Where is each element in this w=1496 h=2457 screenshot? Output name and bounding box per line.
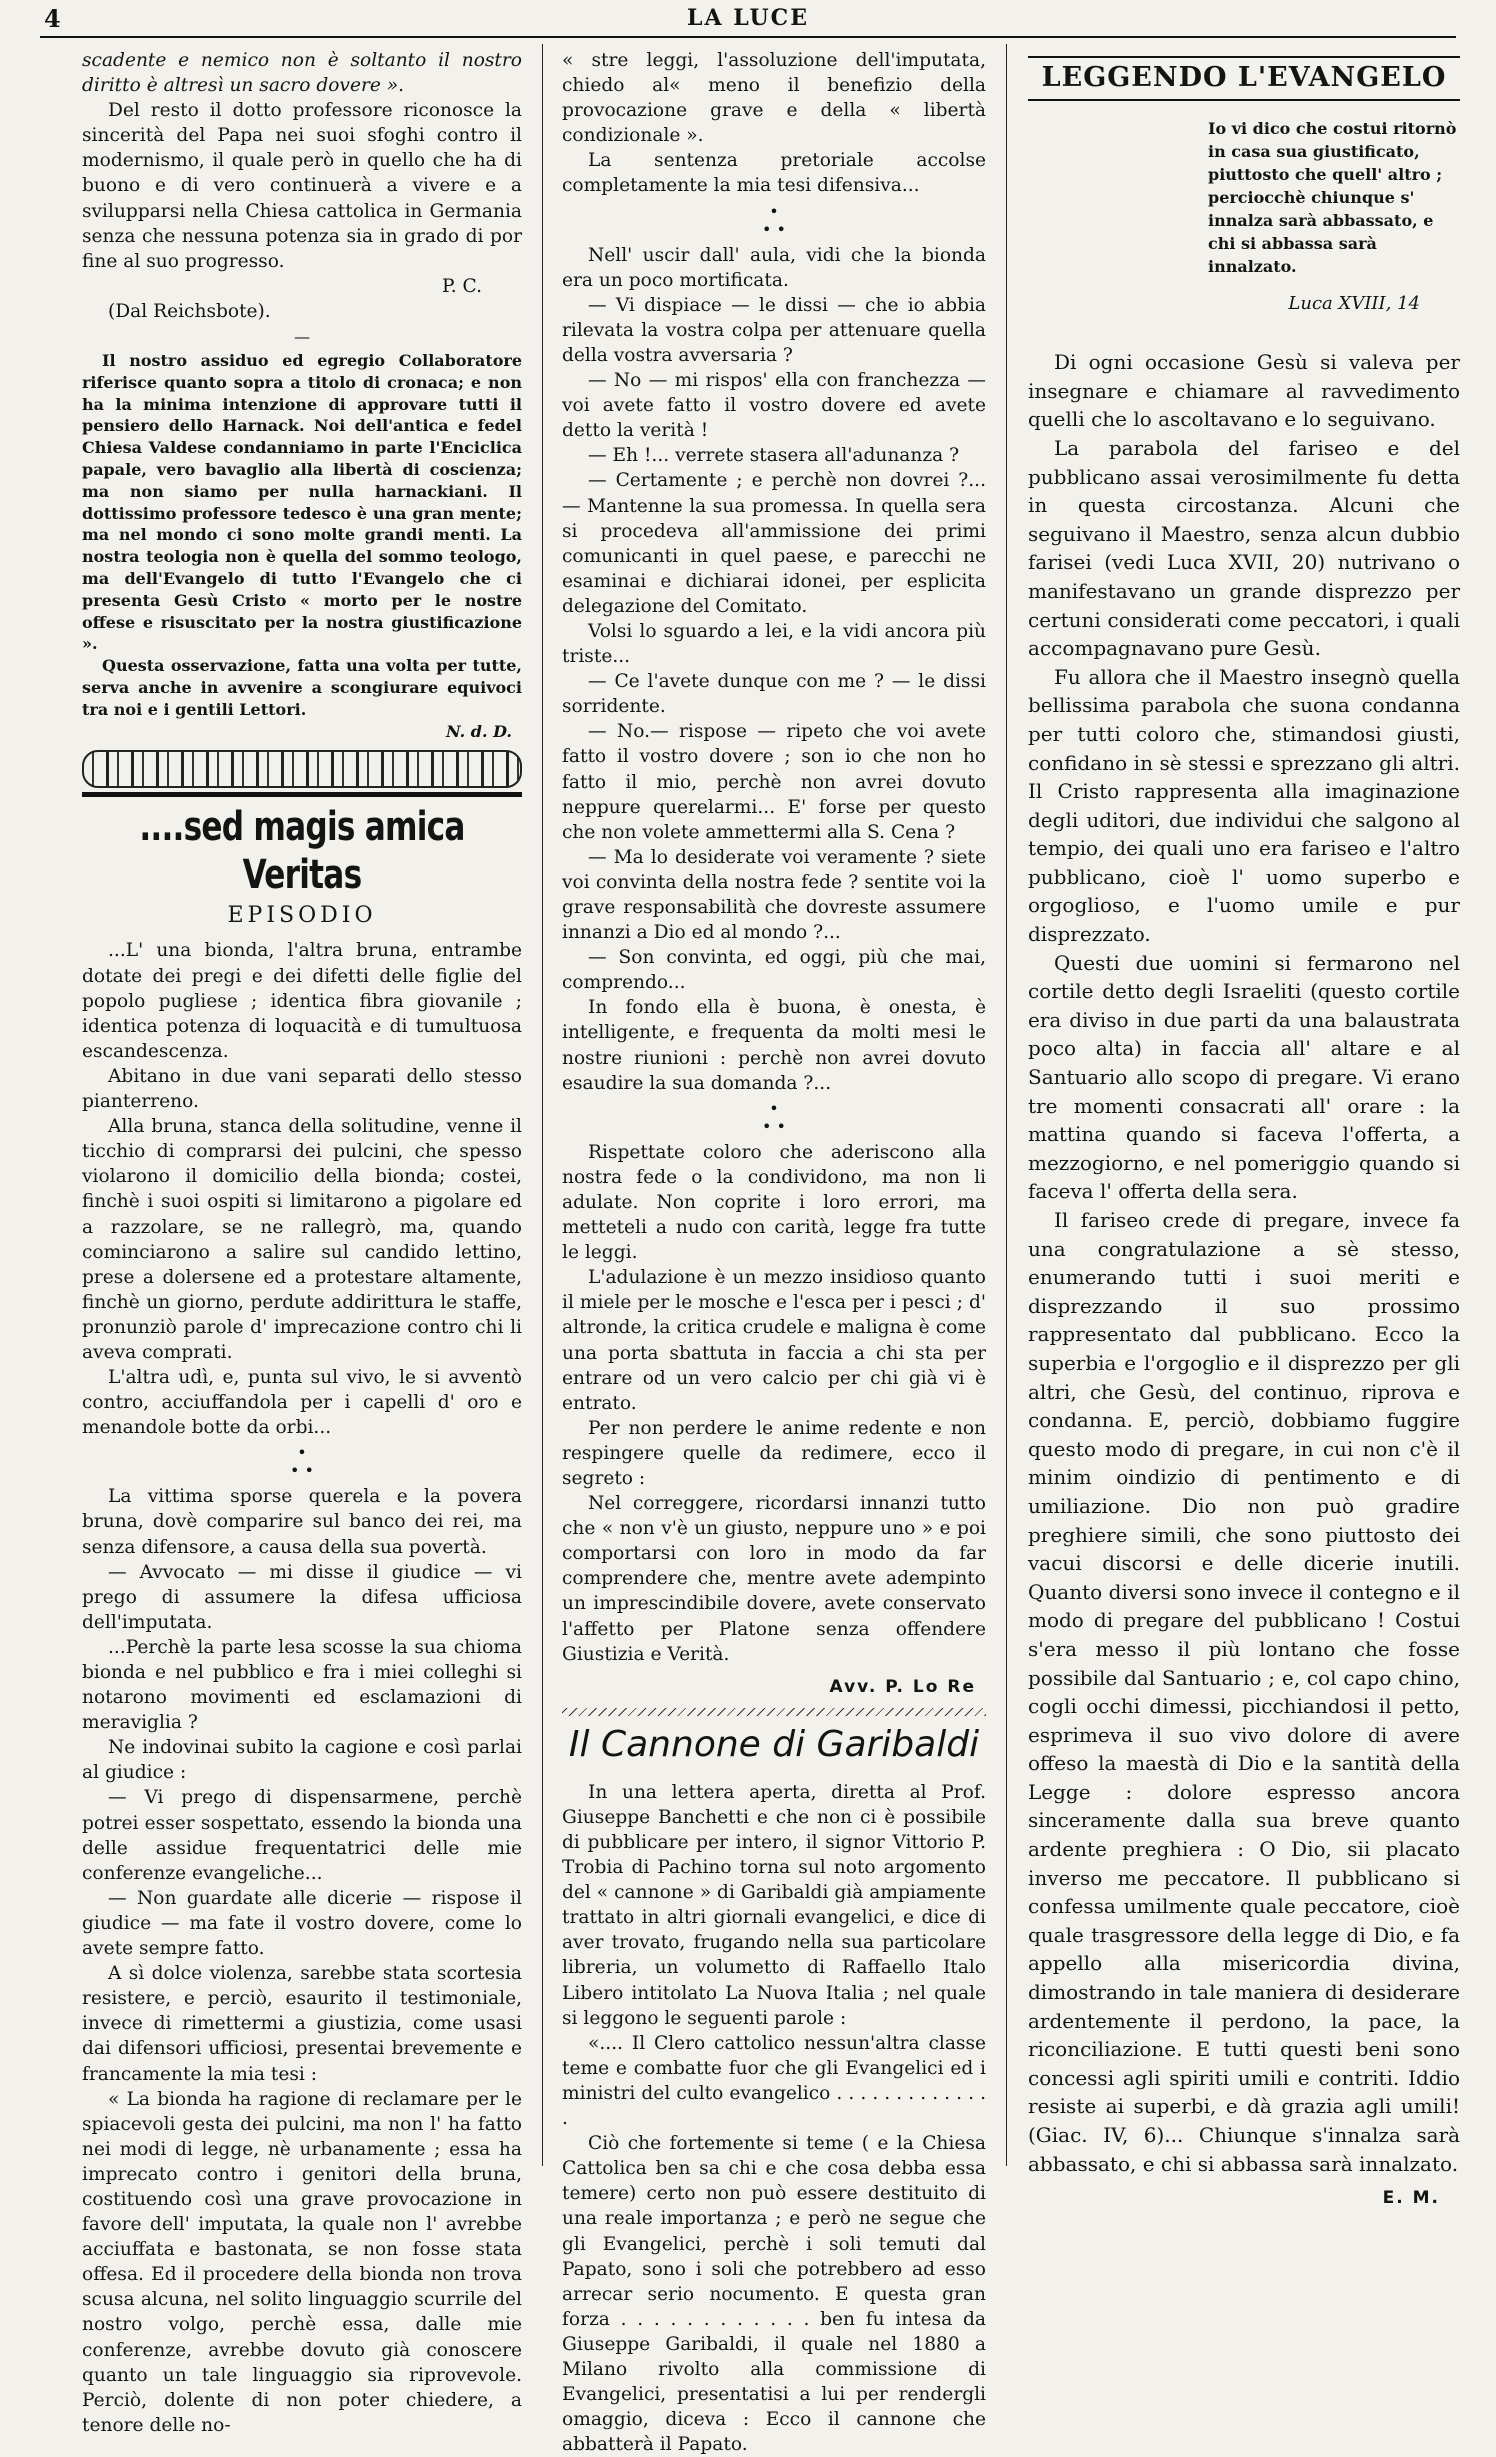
page-header [40, 0, 1456, 38]
column-divider [542, 44, 543, 2166]
paragraph: Il nostro assiduo ed egregio Collaboratore riferisce quanto sopra a titolo di cronaca; e non ha la minima intenzione di approvare tutti il pensiero dello Harnack. Noi dell'antica e fedel Chiesa Valdese condanniamo in parte l'Enciclica papale, vero bavaglio alla libertà di coscienza; ma non siamo per nulla harnackiani. Il dottissimo professore tedesco è una gran mente; ma nel mondo ci sono molte grandi menti. La nostra teologia non è quella del sommo teologo, ma dell'Evangelo di tutto l'Evangelo che ci presenta Gesù Cristo « morto per le nostre offese e risuscitato per la nostra giustificazione ». [82, 351, 522, 654]
separator: — [294, 327, 310, 347]
asterism: • • • [762, 201, 786, 239]
editor-note [82, 350, 522, 742]
paragraph: In fondo ella è buona, è onesta, è intelligente, e frequenta da molti mesi le nostre riunioni : perchè non avrei dovuto esaudire la sua domanda ?... [562, 997, 986, 1094]
newspaper-title: LA LUCE [687, 5, 809, 31]
asterism: • • • [762, 1098, 786, 1136]
article-title: ....sed magis amica Veritas [139, 804, 465, 899]
paragraph: Ne indovinai subito la cagione e così parlai al giudice : [82, 1737, 522, 1784]
paragraph: La vittima sporse querela e la povera bruna, dovè comparire sul banco dei rei, ma senza difensore, a causa della sua povertà. [82, 1486, 522, 1558]
paragraph: Questa osservazione, fatta una volta per tutte, serva anche in avvenire a scongiurare equivoci tra noi e i gentili Lettori. [82, 656, 522, 719]
paragraph: Abitano in due vani separati dello stesso pianterreno. [82, 1065, 522, 1113]
paragraph: ...Perchè la parte lesa scosse la sua chioma bionda e nel pubblico e fra i miei colleghi si notarono movimenti ed esclamazioni di meraviglia ? [82, 1636, 522, 1734]
paragraph: Fu allora che il Maestro insegnò quella bellissima parabola che suona condanna per tutti coloro che, stimandosi giusti, confidano in sè stessi e sprezzano gli altri. Il Cristo rappresenta alla imaginazione degli uditori, due individui che salgono al tempio, dei quali uno era fariseo e l'altro pubblicano, cioè l' uomo superbo e orgoglioso, e l'uomo umile e pur disprezzato. [1028, 664, 1460, 947]
paragraph: Questi due uomini si fermarono nel cortile detto degli Israeliti (questo cortile era diviso in due parti da una balaustrata poco alta) in faccia all' altare e al Santuario allo scopo di pregare. Vi erano tre momenti consacrati all' orare : la mattina quando si faceva l'offerta, a mezzogiorno, e nel pomeriggio quando si faceva l' offerta della sera. [1028, 950, 1460, 1204]
paragraph: In una lettera aperta, diretta al Prof. Giuseppe Banchetti e che non ci è possibile di pubblicare per intero, il signor Vittorio P. Trobia di Pachino torna sul noto argomento del « cannone » di Garibaldi già ampiamente trattato in altri giornali evangelici, e dice di aver trovato, frugando nella sua particolare libreria, un volumetto di Raffaello Italo Libero intitolato La Nuova Italia ; nel quale si leggono le seguenti parole : [562, 1781, 986, 2029]
paragraph: Volsi lo sguardo a lei, e la vidi ancora più triste... [562, 620, 986, 668]
signature: P. C. [441, 275, 482, 297]
column-3 [1028, 48, 1460, 2213]
epigraph-reference: Luca XVIII, 14 [1288, 292, 1420, 314]
paragraph: Alla bruna, stanca della solitudine, venne il ticchio di comprarsi dei pulcini, che spesso violarono il domicilio della bionda; costei, finchè i suoi ospiti si limitarono a pigolare ed a razzolare, se ne rallegrò, ma, quando cominciarono a salire sul candido lettino, prese a dolersene ed a protestare altamente, finchè un giorno, perdute addirittura le staffe, pronunziò parole d' imprecazione contro chi li aveva comprati. [82, 1116, 522, 1363]
column-2 [562, 48, 986, 2457]
paragraph: Il fariseo crede di pregare, invece fa una congratulazione a sè stesso, enumerando tutti i suoi meriti e disprezzando il suo prossimo rappresentato dal pubblicano. Ecco la superbia e l'orgoglio e il disprezzo per gli altri, che Gesù, del continuo, riprova e condanna. E, perciò, dobbiamo fuggire questo modo di pregare, in cui non c'è il minim oindizio di pentimento e di umiliazione. Dio non può gradire preghiere simili, che sono piuttosto dei vacui discorsi e delle dicerie inutili. Quanto diversi sono invece il contegno e il modo di pregare del pubblicano ! Costui s'era messo il più lontano che fosse possibile dal Santuario ; e, col capo chino, cogli occhi dimessi, picchiandosi il petto, esprimeva il suo vivo dolore di avere offeso la maestà di Dio e la santità della Legge : dolore espresso ancora sinceramente dalla sua breve quanto ardente preghiera : O Dio, sii placato inverso me peccatore. Il pubblicano si confessa umilmente quale peccatore, cioè quale trasgressore della legge di Dio, e fa appello alla misericordia divina, dimostrando in tale maniera di desiderare ardentemente il perdono, la pace, la riconciliazione. E tutti questi beni sono concessi agli spiriti umili e contriti. Iddio resiste ai superbi, e dà grazia agli umili! (Giac. IV, 6)... Chiunque s'innalza sarà abbassato, e chi si abbassa sarà innalzato. [1028, 1208, 1460, 2176]
paragraph: Nel correggere, ricordarsi innanzi tutto che « non v'è un giusto, neppure uno » e poi comportarsi con loro in modo da far comprendere che, mentre avete adempinto un imprescindibile dovere, avete conservato l'affetto per Platone senza offendere Giustizia e Verità. [562, 1493, 986, 1665]
source-note: (Dal Reichsbote). [108, 300, 271, 322]
signature: N. d. D. [446, 721, 512, 741]
paragraph: Del resto il dotto professore riconosce la sincerità del Papa nei suoi sfoghi contro il modernismo, il quale però in quello che ha di buono e di vero continuerà a vivere e a svilupparsi nella Chiesa cattolica in Germania senza che nessuna potenza sia in grado di por fine al suo progresso. [82, 100, 522, 272]
paragraph: «.... Il Clero cattolico nessun'altra classe teme e combatte fuor che gli Evangelici ed i ministri del culto evangelico . . . . . . . . . . . . . . [562, 2032, 986, 2130]
article-subtitle: EPISODIO [227, 903, 377, 929]
paragraph: scadente e nemico non è soltanto il nostro diritto è altresì un sacro dovere ». [82, 50, 522, 97]
asterism: • • • [290, 1443, 314, 1481]
paragraph: — Ma lo desiderate voi veramente ? siete voi convinta della nostra fede ? sentite voi la grave responsabilità che dovreste assumere innanzi a Dio ed al mondo ?... [562, 846, 986, 944]
paragraph: La parabola del fariseo e del pubblicano assai verosimilmente fu detta in questa circostanza. Alcuni che seguivano il Maestro, senza alcun dubbio farisei (vedi Luca XVII, 20) nutrivano o manifestavano un grande disprezzo per certuni considerati come peccatori, i quali accompagnavano pure Gesù. [1028, 435, 1460, 661]
paragraph: « La bionda ha ragione di reclamare per le spiacevoli gesta dei pulcini, ma non l' ha fatto nei modi di legge, nè urbanamente ; essa ha imprecato contro i genitori della bruna, costituendo così una grave provocazione in favore dell' imputata, la quale non l' avrebbe acciuffata e bastonata, se non fosse stata offesa. Ed il procedere della bionda non trova scusa alcuna, nel solito linguaggio scurrile del nostro volgo, perchè essa, dalle mie conferenze, avrebbe dovuto già conoscere quanto un tale linguaggio sia riprovevole. Perciò, dolente di non poter chiedere, a tenore delle no- [82, 2088, 522, 2436]
paragraph: Nell' uscir dall' aula, vidi che la bionda era un poco mortificata. [562, 244, 986, 291]
article-title: Il Cannone di Garibaldi [568, 1723, 980, 1765]
article-title: LEGGENDO L'EVANGELO [1028, 56, 1460, 101]
column-divider [1006, 44, 1007, 2166]
paragraph: — Vi prego di dispensarmene, perchè potrei esser sospettato, essendo la bionda una delle assidue frequentatrici delle mie conferenze evangeliche... [82, 1787, 522, 1884]
column-1 [82, 48, 522, 2438]
paragraph: — Non guardate alle dicerie — rispose il giudice — ma fate il vostro dovere, come lo avete sempre fatto. [82, 1887, 522, 1960]
ornamental-border [82, 750, 522, 788]
paragraph: — Certamente ; e perchè non dovrei ?... — Mantenne la sua promessa. In quella sera si procedeva all'ammissione dei primi comunicanti in quel paese, e parecchi ne esaminai e dichiarai idonei, per esplicita delegazione del Comitato. [562, 470, 986, 617]
paragraph: L'altra udì, e, punta sul vivo, le si avventò contro, acciuffandola per i capelli d' oro e menandole botte da orbi... [82, 1367, 522, 1439]
epigraph: Io vi dico che costui ritornò in casa sua giustificato, piuttosto che quell' altro ; perciocchè chiunque s' innalza sarà abbassato, e chi si abbassa sarà innalzato. [1208, 118, 1457, 276]
paragraph: Rispettate coloro che aderiscono alla nostra fede o la condividono, ma non li adulate. Non coprite i loro errori, ma metteteli a nudo con carità, legge fra tutte le leggi. [562, 1141, 986, 1264]
paragraph: — No — mi rispos' ella con franchezza — voi avete fatto il vostro dovere ed avete detto la verità ! [562, 370, 986, 442]
paragraph: ...L' una bionda, l'altra bruna, entrambe dotate dei pregi e dei difetti delle figlie del popolo pugliese ; identica fibra giovanile ; identica potenza di loquacità e di tumultuosa escandescenza. [82, 940, 522, 1062]
paragraph: Di ogni occasione Gesù si valeva per insegnare e chiamare al ravvedimento quelli che lo ascoltavano e lo seguivano. [1028, 350, 1460, 432]
paragraph: — Eh !... verrete stasera all'adunanza ? [588, 445, 960, 467]
paragraph: Per non perdere le anime redente e non respingere quelle da redimere, ecco il segreto : [562, 1417, 986, 1489]
paragraph: La sentenza pretoriale accolse completamente la mia tesi difensiva... [562, 150, 986, 197]
divider [82, 792, 522, 797]
paragraph: — Son convinta, ed oggi, più che mai, comprendo... [562, 947, 986, 994]
paragraph: — Avvocato — mi disse il giudice — vi prego di assumere la difesa ufficiosa dell'imputata. [82, 1561, 522, 1633]
paragraph: Ciò che fortemente si teme ( e la Chiesa Cattolica ben sa chi e che cosa debba essa temere) certo non può essere destituito di una reale importanza ; e però ne segue che gli Evangelici, perchè i soli temuti dal Papato, sono i soli che potrebbero ad esso arrecar serio nocumento. E questa gran forza . . . . . . . . . . . . ben fu intesa da Giuseppe Garibaldi, il quale nel 1880 a Milano rivolto alla commissione di Evangelici, presentatisi a lui per rendergli omaggio, diceva : Ecco il cannone che abbatterà il Papato. [562, 2133, 986, 2456]
paragraph: — No.— rispose — ripeto che voi avete fatto il vostro dovere ; son io che non ho fatto il mio, perchè non avrei dovuto neppure querelarmi... E' forse per questo che non volete ammettermi alla S. Cena ? [562, 721, 986, 843]
signature: Avv. P. Lo Re [829, 1676, 976, 1697]
page-number: 4 [44, 4, 61, 33]
paragraph: « stre leggi, l'assoluzione dell'imputata, chiedo al« meno il benefizio della provocazione grave e della « libertà condizionale ». [562, 50, 986, 147]
signature: E. M. [1382, 2188, 1440, 2209]
paragraph: L'adulazione è un mezzo insidioso quanto il miele per le mosche e l'esca per i pesci ; d' altronde, la critica crudele e maligna è come una porta sbattuta in faccia a chi sta per entrare od un vero calcio per chi già vi è entrato. [562, 1267, 986, 1414]
paragraph: A sì dolce violenza, sarebbe stata scortesia resistere, e perciò, esaurito il testimoniale, invece di rimettermi a giustizia, come usasi dai difensori ufficiosi, presentai brevemente e francamente la mia tesi : [82, 1963, 522, 2085]
paragraph: — Vi dispiace — le dissi — che io abbia rilevata la vostra colpa per attenuare quella della vostra avversaria ? [562, 294, 986, 366]
paragraph: — Ce l'avete dunque con me ? — le dissi sorridente. [562, 671, 986, 718]
wavy-divider [562, 1708, 986, 1716]
